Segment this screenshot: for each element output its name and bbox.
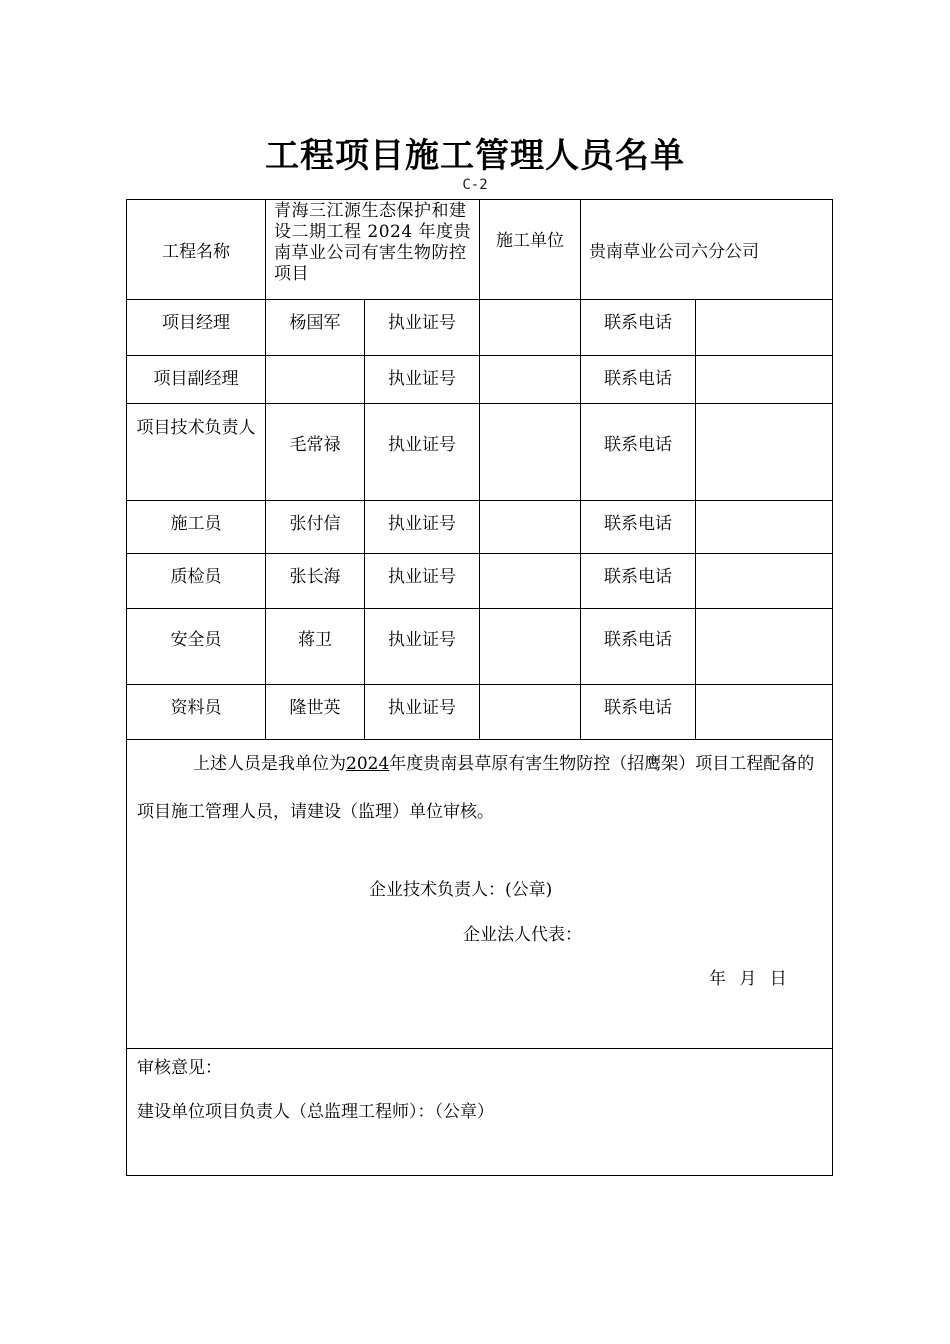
person-name-cell: 张付信 bbox=[266, 501, 365, 554]
table-row bbox=[127, 501, 833, 554]
person-name-cell: 毛常禄 bbox=[266, 404, 365, 501]
role-cell: 项目副经理 bbox=[127, 356, 266, 404]
review-cell bbox=[127, 1049, 833, 1176]
statement-row bbox=[127, 740, 833, 1049]
cert-value-cell bbox=[480, 501, 581, 554]
table-row bbox=[127, 404, 833, 501]
cert-value-cell bbox=[480, 685, 581, 740]
cert-label: 执业证号 bbox=[365, 300, 480, 356]
review-row bbox=[127, 1049, 833, 1176]
role-cell: 安全员 bbox=[127, 609, 266, 685]
phone-value-cell bbox=[696, 356, 833, 404]
cert-label: 执业证号 bbox=[365, 554, 480, 609]
tech-lead-signature-label: 企业技术负责人：(公章) bbox=[369, 880, 553, 900]
phone-value-cell bbox=[696, 501, 833, 554]
phone-value-cell bbox=[696, 300, 833, 356]
project-name-value: 青海三江源生态保护和建设二期工程 2024 年度贵南草业公司有害生物防控项目 bbox=[266, 200, 480, 300]
phone-value-cell bbox=[696, 609, 833, 685]
table-row bbox=[127, 554, 833, 609]
cert-label: 执业证号 bbox=[365, 685, 480, 740]
cert-label: 执业证号 bbox=[365, 356, 480, 404]
cert-value-cell bbox=[480, 300, 581, 356]
person-name-cell: 蒋卫 bbox=[266, 609, 365, 685]
unit-label: 施工单位 bbox=[480, 200, 581, 300]
person-name-cell: 隆世英 bbox=[266, 685, 365, 740]
person-name-cell: 杨国军 bbox=[266, 300, 365, 356]
review-opinion-label: 审核意见： bbox=[137, 1058, 222, 1078]
phone-label: 联系电话 bbox=[581, 685, 696, 740]
table-row bbox=[127, 356, 833, 404]
phone-label: 联系电话 bbox=[581, 554, 696, 609]
phone-value-cell bbox=[696, 404, 833, 501]
unit-value: 贵南草业公司六分公司 bbox=[581, 200, 833, 300]
table-row bbox=[127, 300, 833, 356]
phone-value-cell bbox=[696, 554, 833, 609]
cert-value-cell bbox=[480, 554, 581, 609]
date-line: 年 月 日 bbox=[709, 969, 789, 989]
staff-table bbox=[126, 199, 833, 1176]
statement-prefix: 上述人员是我单位为 bbox=[193, 754, 346, 774]
project-name-label: 工程名称 bbox=[127, 200, 266, 300]
cert-value-cell bbox=[480, 404, 581, 501]
phone-label: 联系电话 bbox=[581, 356, 696, 404]
role-cell: 施工员 bbox=[127, 501, 266, 554]
statement-year: 2024 bbox=[346, 754, 390, 774]
statement-cell bbox=[127, 740, 833, 1049]
phone-label: 联系电话 bbox=[581, 404, 696, 501]
phone-value-cell bbox=[696, 685, 833, 740]
table-row bbox=[127, 685, 833, 740]
page-title: 工程项目施工管理人员名单 bbox=[265, 136, 685, 176]
person-name-cell: 张长海 bbox=[266, 554, 365, 609]
cert-value-cell bbox=[480, 609, 581, 685]
phone-label: 联系电话 bbox=[581, 609, 696, 685]
statement-paragraph bbox=[137, 740, 826, 836]
role-cell: 项目技术负责人 bbox=[127, 404, 266, 501]
review-signer-label: 建设单位项目负责人（总监理工程师）：（公章） bbox=[137, 1102, 494, 1122]
form-code: C-2 bbox=[462, 177, 488, 193]
legal-rep-signature-label: 企业法人代表： bbox=[463, 925, 582, 945]
person-name-cell bbox=[266, 356, 365, 404]
role-cell: 质检员 bbox=[127, 554, 266, 609]
phone-label: 联系电话 bbox=[581, 501, 696, 554]
table-row bbox=[127, 609, 833, 685]
cert-value-cell bbox=[480, 356, 581, 404]
cert-label: 执业证号 bbox=[365, 404, 480, 501]
role-cell: 资料员 bbox=[127, 685, 266, 740]
cert-label: 执业证号 bbox=[365, 501, 480, 554]
statement-suffix: 年度贵南县草原有害生物防控（招鹰架）项目工程配备的项目施工管理人员，请建设（监理）单位审核。 bbox=[137, 754, 815, 822]
project-row bbox=[127, 200, 833, 300]
role-cell: 项目经理 bbox=[127, 300, 266, 356]
phone-label: 联系电话 bbox=[581, 300, 696, 356]
cert-label: 执业证号 bbox=[365, 609, 480, 685]
